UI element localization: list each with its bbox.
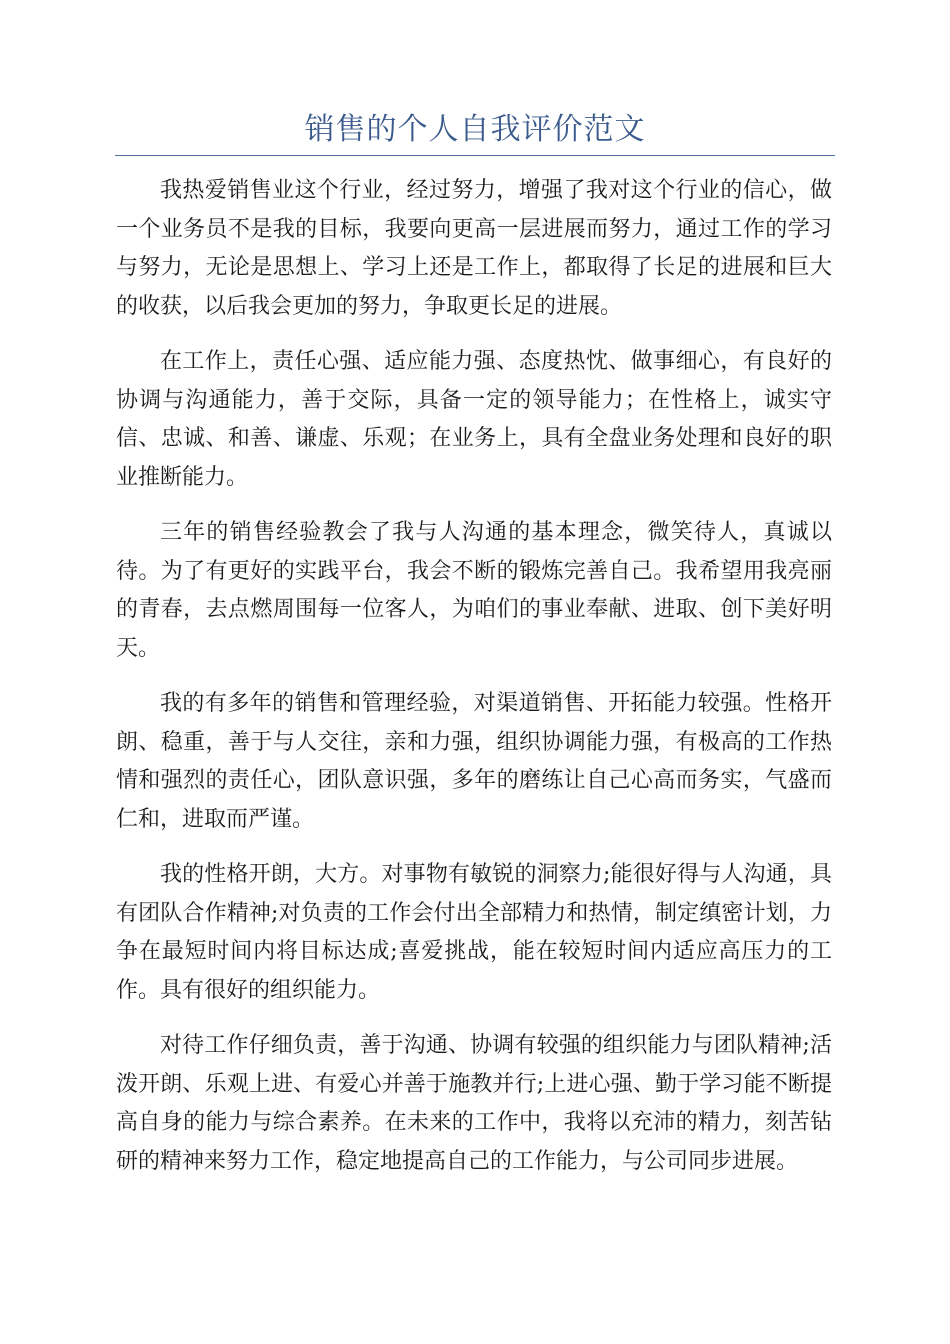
title-underline xyxy=(115,155,835,156)
paragraph-6: 对待工作仔细负责，善于沟通、协调有较强的组织能力与团队精神;活泼开朗、乐观上进、有爱心并善于施教并行;上进心强、勤于学习能不断提高自身的能力与综合素养。在未来的工作中，我将以充沛的精力，刻苦钻研的精神来努力工作，稳定地提高自己的工作能力，与公司同步进展。 xyxy=(116,1033,832,1174)
paragraph-3: 三年的销售经验教会了我与人沟通的基本理念，微笑待人，真诚以待。为了有更好的实践平台，我会不断的锻炼完善自己。我希望用我亮丽的青春，去点燃周围每一位客人，为咱们的事业奉献、进取、创下美好明天。 xyxy=(116,520,832,661)
document-body xyxy=(116,172,832,1198)
document-title: 销售的个人自我评价范文 xyxy=(304,112,646,147)
paragraph-4: 我的有多年的销售和管理经验，对渠道销售、开拓能力较强。性格开朗、稳重，善于与人交往，亲和力强，组织协调能力强，有极高的工作热情和强烈的责任心，团队意识强，多年的磨练让自己心高而务实，气盛而仁和，进取而严谨。 xyxy=(116,691,832,832)
paragraph-5: 我的性格开朗，大方。对事物有敏锐的洞察力;能很好得与人沟通，具有团队合作精神;对负责的工作会付出全部精力和热情，制定缜密计划，力争在最短时间内将目标达成;喜爱挑战，能在较短时间内适应高压力的工作。具有很好的组织能力。 xyxy=(116,862,832,1003)
paragraph-1: 我热爱销售业这个行业，经过努力，增强了我对这个行业的信心，做一个业务员不是我的目标，我要向更高一层进展而努力，通过工作的学习与努力，无论是思想上、学习上还是工作上，都取得了长足的进展和巨大的收获，以后我会更加的努力，争取更长足的进展。 xyxy=(116,178,832,319)
paragraph-2: 在工作上，责任心强、适应能力强、态度热忱、做事细心，有良好的协调与沟通能力，善于交际，具备一定的领导能力；在性格上，诚实守信、忠诚、和善、谦虚、乐观；在业务上，具有全盘业务处理和良好的职业推断能力。 xyxy=(116,349,832,490)
